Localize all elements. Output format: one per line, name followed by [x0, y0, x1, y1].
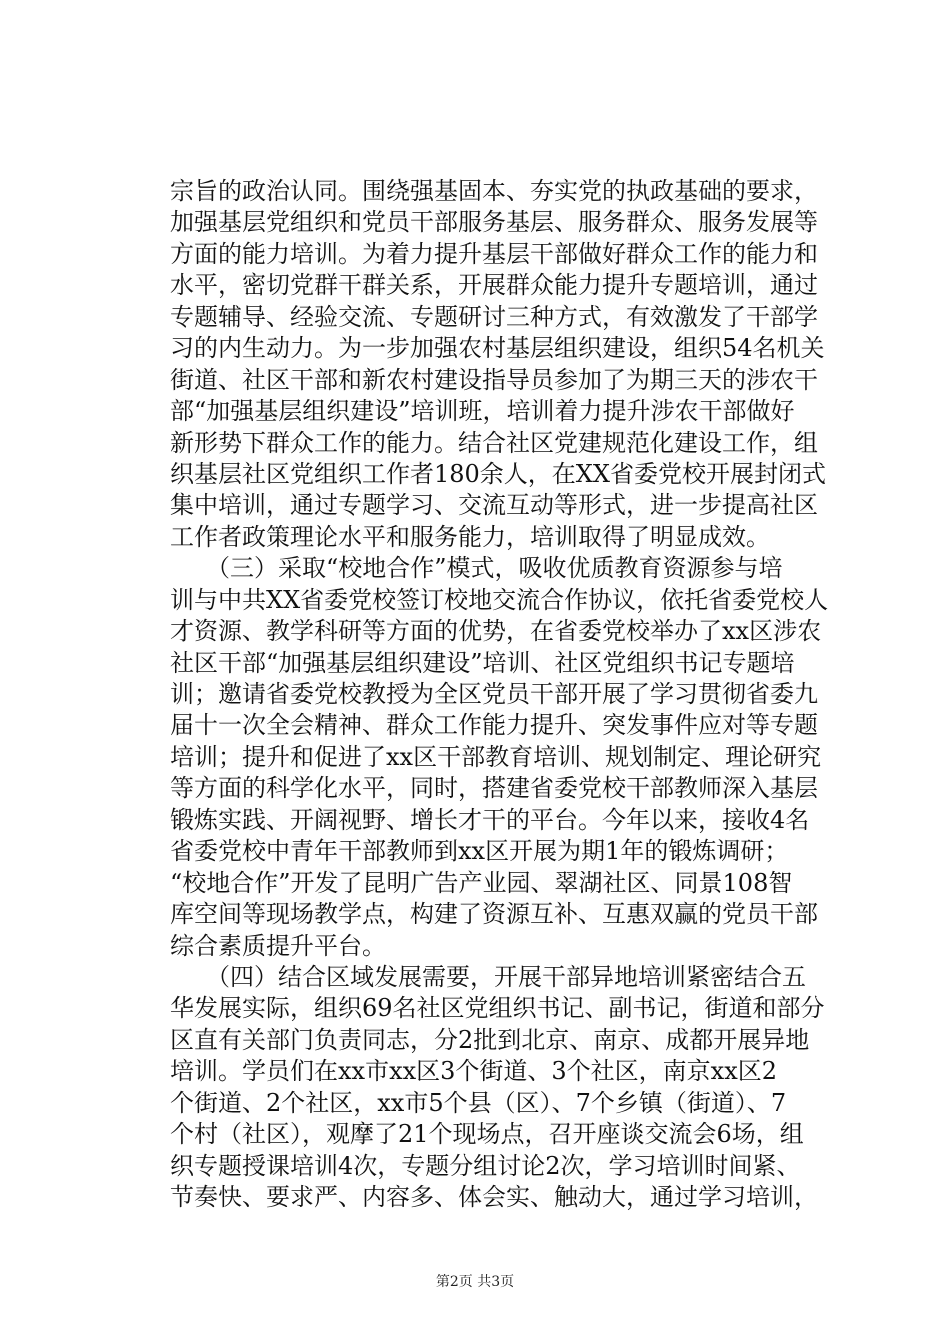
body-text: [170, 176, 829, 1213]
text-line: 织专题授课培训4次，专题分组讨论2次，学习培训时间紧、: [170, 1151, 801, 1180]
text-line: 水平，密切党群干群关系，开展群众能力提升专题培训，通过: [170, 271, 818, 300]
page-footer: 第2页 共3页: [435, 1274, 515, 1290]
text-line: 专题辅导、经验交流、专题研讨三种方式，有效激发了干部学: [170, 302, 818, 331]
text-line: 培训。学员们在xx市xx区3个街道、3个社区，南京xx区2: [170, 1057, 778, 1086]
text-line: “校地合作”开发了昆明广告产业园、翠湖社区、同景108智: [170, 868, 793, 897]
text-line: 区直有关部门负责同志，分2批到北京、南京、成都开展异地: [170, 1025, 810, 1054]
text-line: （三）采取“校地合作”模式，吸收优质教育资源参与培: [170, 554, 783, 583]
text-line: 训；邀请省委党校教授为全区党员干部开展了学习贯彻省委九: [170, 680, 818, 708]
text-line: 习的内生动力。为一步加强农村基层组织建设，组织54名机关: [170, 334, 825, 363]
text-line: 训与中共XX省委党校签订校地交流合作协议，依托省委党校人: [170, 585, 829, 614]
text-line: 省委党校中青年干部教师到xx区开展为期1年的锻炼调研；: [170, 837, 789, 866]
text-line: 织基层社区党组织工作者180余人，在XX省委党校开展封闭式: [170, 459, 826, 488]
text-line: 等方面的科学化水平，同时，搭建省委党校干部教师深入基层: [170, 774, 818, 803]
text-line: 个街道、2个社区，xx市5个县（区）、7个乡镇（街道）、7: [170, 1088, 787, 1117]
text-line: 工作者政策理论水平和服务能力，培训取得了明显成效。: [170, 522, 770, 551]
text-line: 才资源、教学科研等方面的优势，在省委党校举办了xx区涉农: [170, 617, 822, 646]
text-line: 培训；提升和促进了xx区干部教育培训、规划制定、理论研究: [170, 742, 822, 771]
text-line: 综合素质提升平台。: [170, 931, 386, 960]
text-line: 街道、社区干部和新农村建设指导员参加了为期三天的涉农干: [170, 365, 818, 394]
text-line: 新形势下群众工作的能力。结合社区党建规范化建设工作，组: [170, 428, 818, 457]
text-line: 锻炼实践、开阔视野、增长才干的平台。今年以来，接收4名: [170, 805, 810, 834]
text-line: 部“加强基层组织建设”培训班，培训着力提升涉农干部做好: [170, 397, 795, 426]
text-line: 社区干部“加强基层组织建设”培训、社区党组织书记专题培: [170, 648, 795, 677]
text-line: 库空间等现场教学点，构建了资源互补、互惠双赢的党员干部: [170, 900, 818, 929]
text-line: 集中培训，通过专题学习、交流互动等形式，进一步提高社区: [170, 491, 818, 520]
text-line: （四）结合区域发展需要，开展干部异地培训紧密结合五: [170, 962, 806, 991]
text-line: 方面的能力培训。为着力提升基层干部做好群众工作的能力和: [170, 239, 818, 268]
text-line: 节奏快、要求严、内容多、体会实、触动大，通过学习培训，: [170, 1183, 818, 1211]
text-line: 宗旨的政治认同。围绕强基固本、夯实党的执政基础的要求，: [170, 177, 818, 205]
text-line: 加强基层党组织和党员干部服务基层、服务群众、服务发展等: [170, 208, 818, 237]
text-line: 个村（社区），观摩了21个现场点，召开座谈交流会6场，组: [170, 1120, 804, 1149]
text-line: 华发展实际，组织69名社区党组织书记、副书记，街道和部分: [170, 994, 825, 1023]
text-line: 届十一次全会精神、群众工作能力提升、突发事件应对等专题: [170, 711, 818, 740]
